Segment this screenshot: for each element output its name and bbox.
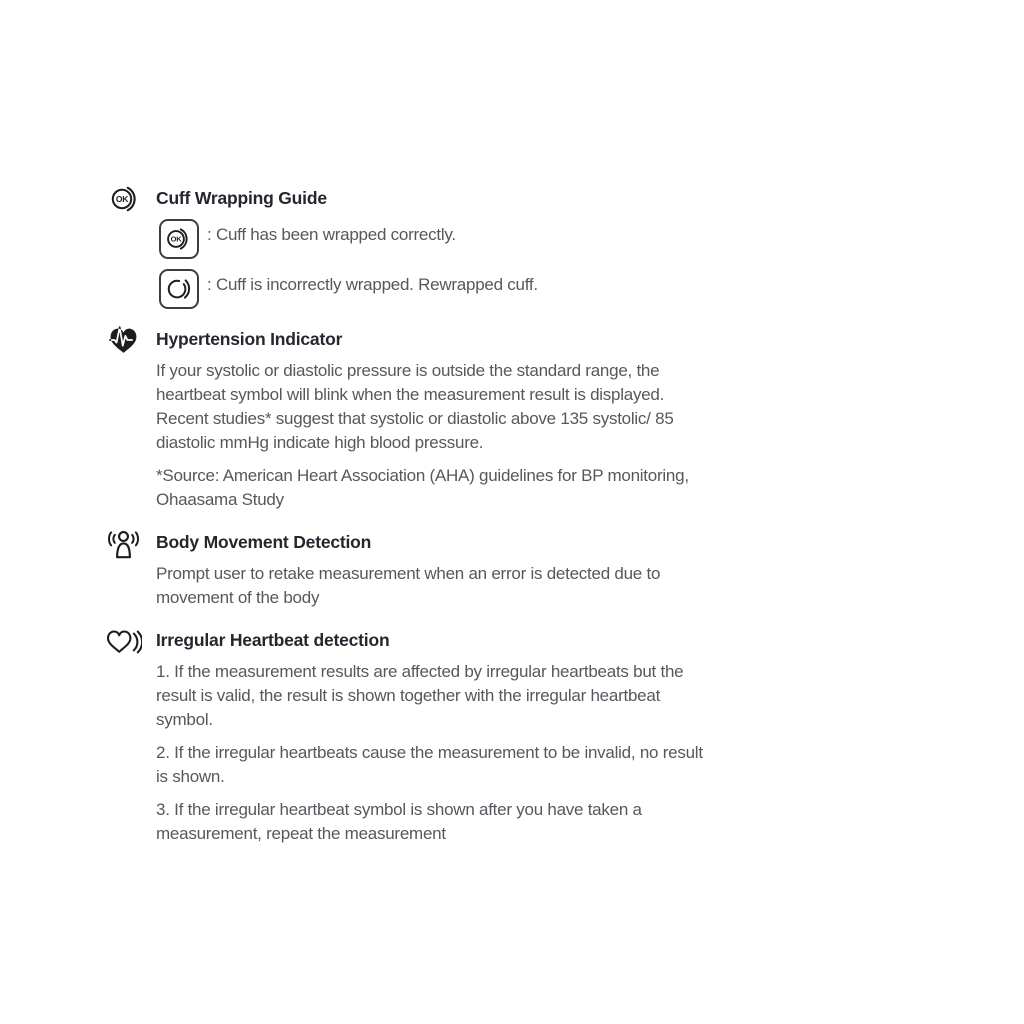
paragraph [156, 359, 1024, 455]
paragraph-line: 2. If the irregular heartbeats cause the measurement to be invalid, no result [156, 743, 703, 762]
section-title: Cuff Wrapping Guide [156, 188, 327, 208]
section-irregular-heartbeat-detection [0, 630, 1024, 846]
heart-waves-icon [106, 629, 142, 655]
paragraph [156, 741, 1024, 789]
list-item-text: : Cuff is incorrectly wrapped. Rewrapped cuff. [207, 275, 538, 294]
ok-glyph: OK [170, 234, 181, 244]
paragraph-line: measurement, repeat the measurement [156, 824, 446, 843]
section-title: Body Movement Detection [156, 532, 372, 552]
cuff-ok-wave-icon [111, 186, 141, 212]
paragraph-line: If your systolic or diastolic pressure is outside the standard range, the [156, 361, 660, 380]
section-title: Hypertension Indicator [156, 329, 343, 349]
list-item-cuff-correct [156, 219, 1024, 259]
section-body-movement-detection [0, 532, 1024, 610]
cuff-incorrect-badge-icon [159, 269, 199, 309]
paragraph-line: diastolic mmHg indicate high blood pressure. [156, 433, 484, 452]
person-vibration-icon [106, 527, 141, 560]
paragraph-line: Prompt user to retake measurement when an error is detected due to [156, 564, 661, 583]
paragraph-line: 3. If the irregular heartbeat symbol is shown after you have taken a [156, 800, 642, 819]
paragraph-line: Ohaasama Study [156, 490, 284, 509]
list-item-cuff-incorrect [156, 269, 1024, 309]
paragraph-line: is shown. [156, 767, 225, 786]
cuff-correct-badge-icon [159, 219, 199, 259]
section-hypertension-indicator [0, 329, 1024, 512]
section-cuff-wrapping-guide [0, 188, 1024, 309]
feature-list [0, 188, 1024, 846]
paragraph-line: Recent studies* suggest that systolic or diastolic above 135 systolic/ 85 [156, 409, 674, 428]
paragraph-line: 1. If the measurement results are affected by irregular heartbeats but the [156, 662, 684, 681]
paragraph-line: heartbeat symbol will blink when the measurement result is displayed. [156, 385, 665, 404]
list-item-text: : Cuff has been wrapped correctly. [207, 225, 456, 244]
ok-glyph: OK [115, 194, 129, 204]
paragraph-line: movement of the body [156, 588, 320, 607]
paragraph [156, 562, 1024, 610]
section-title: Irregular Heartbeat detection [156, 630, 390, 650]
source-note [156, 464, 1024, 512]
paragraph-line: result is valid, the result is shown together with the irregular heartbeat [156, 686, 661, 705]
paragraph [156, 660, 1024, 732]
paragraph-line: symbol. [156, 710, 213, 729]
heart-pulse-icon [108, 326, 139, 355]
paragraph-line: *Source: American Heart Association (AHA) guidelines for BP monitoring, [156, 466, 689, 485]
paragraph [156, 798, 1024, 846]
